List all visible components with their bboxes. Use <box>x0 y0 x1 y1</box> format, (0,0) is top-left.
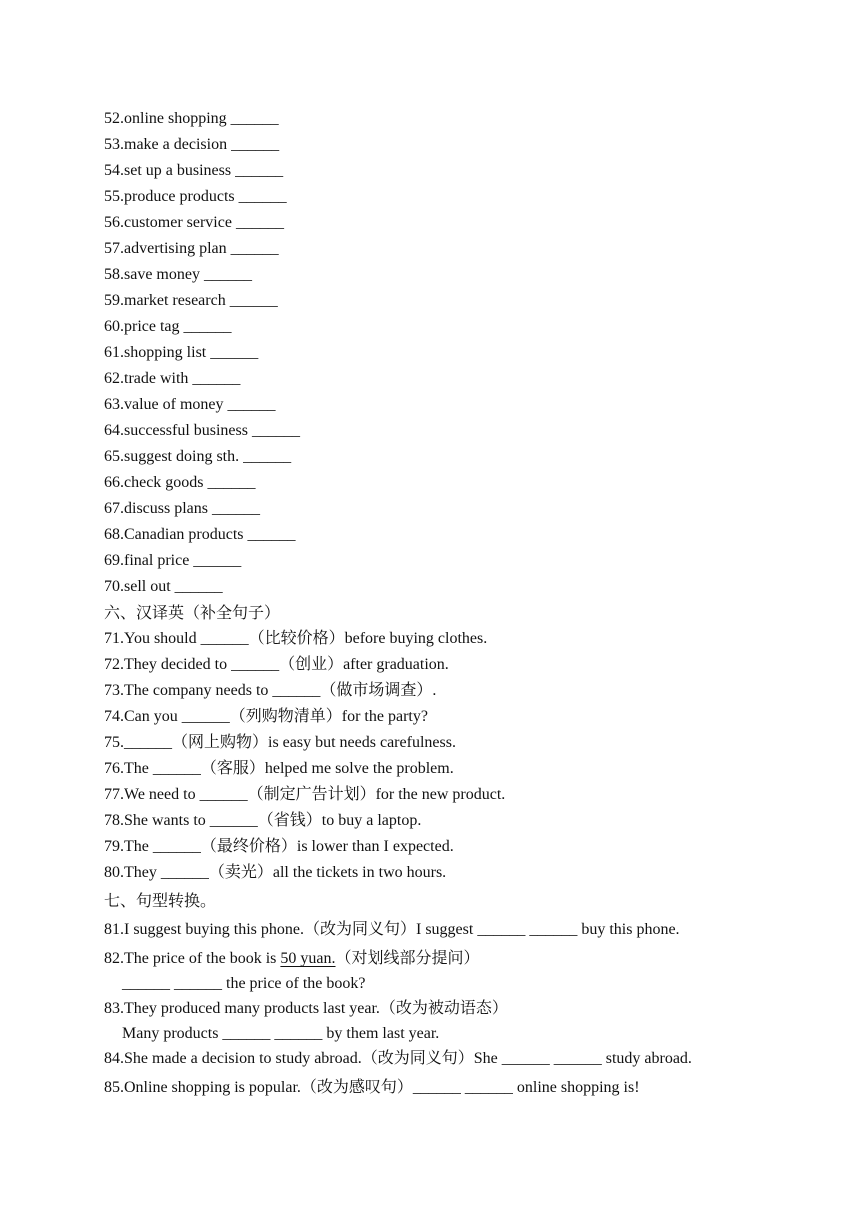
vocab-item: 54.set up a business ______ <box>104 162 284 179</box>
vocab-item: 61.shopping list ______ <box>104 344 259 361</box>
translation-item: 75.______（网上购物）is easy but needs carefulness. <box>104 734 456 751</box>
translation-item: 76.The ______（客服）helped me solve the problem. <box>104 760 454 777</box>
translation-item: 78.She wants to ______（省钱）to buy a laptop. <box>104 812 422 829</box>
translation-item: 80.They ______（卖光）all the tickets in two hours. <box>104 864 447 881</box>
section-7-list <box>104 917 804 1101</box>
vocab-item: 55.produce products ______ <box>104 188 287 205</box>
vocab-item: 62.trade with ______ <box>104 370 241 387</box>
translation-item: 71.You should ______（比较价格）before buying clothes. <box>104 630 488 647</box>
transform-item-81: 81.I suggest buying this phone.（改为同义句）I suggest ______ ______ buy this phone. <box>104 921 680 938</box>
vocab-list <box>104 106 804 600</box>
q82-answer-line: ______ ______ the price of the book? <box>122 975 366 992</box>
vocab-item: 65.suggest doing sth. ______ <box>104 448 292 465</box>
vocab-item: 64.successful business ______ <box>104 422 300 439</box>
section-6-heading: 六、汉译英（补全句子） <box>104 603 281 622</box>
section-6-list <box>104 626 804 886</box>
q82-text-before: 82.The price of the book is <box>104 950 281 967</box>
vocab-item: 57.advertising plan ______ <box>104 240 279 257</box>
transform-item-82 <box>104 946 804 972</box>
vocab-item: 69.final price ______ <box>104 552 242 569</box>
vocab-item: 70.sell out ______ <box>104 578 223 595</box>
vocab-item: 68.Canadian products ______ <box>104 526 296 543</box>
vocab-item: 60.price tag ______ <box>104 318 232 335</box>
vocab-item: 52.online shopping ______ <box>104 110 279 127</box>
worksheet-content <box>104 106 804 1101</box>
vocab-item: 56.customer service ______ <box>104 214 284 231</box>
transform-item-84: 84.She made a decision to study abroad.（改为同义句）She ______ ______ study abroad. <box>104 1050 692 1067</box>
section-7-heading: 七、句型转换。 <box>104 891 217 910</box>
translation-item: 74.Can you ______（列购物清单）for the party? <box>104 708 428 725</box>
translation-item: 73.The company needs to ______（做市场调查）. <box>104 682 437 699</box>
vocab-item: 59.market research ______ <box>104 292 278 309</box>
translation-item: 79.The ______（最终价格）is lower than I expected. <box>104 838 454 855</box>
translation-item: 77.We need to ______（制定广告计划）for the new product. <box>104 786 506 803</box>
vocab-item: 63.value of money ______ <box>104 396 276 413</box>
transform-item-83: 83.They produced many products last year.（改为被动语态） <box>104 1000 508 1017</box>
q82-underlined-answer: 50 yuan. <box>280 950 336 967</box>
transform-item-85: 85.Online shopping is popular.（改为感叹句）______ ______ online shopping is! <box>104 1079 640 1096</box>
vocab-item: 53.make a decision ______ <box>104 136 280 153</box>
vocab-item: 58.save money ______ <box>104 266 252 283</box>
vocab-item: 67.discuss plans ______ <box>104 500 260 517</box>
vocab-item: 66.check goods ______ <box>104 474 256 491</box>
translation-item: 72.They decided to ______（创业）after graduation. <box>104 656 449 673</box>
q82-instruction: （对划线部分提问） <box>335 950 480 967</box>
q83-answer-line: Many products ______ ______ by them last year. <box>122 1025 440 1042</box>
